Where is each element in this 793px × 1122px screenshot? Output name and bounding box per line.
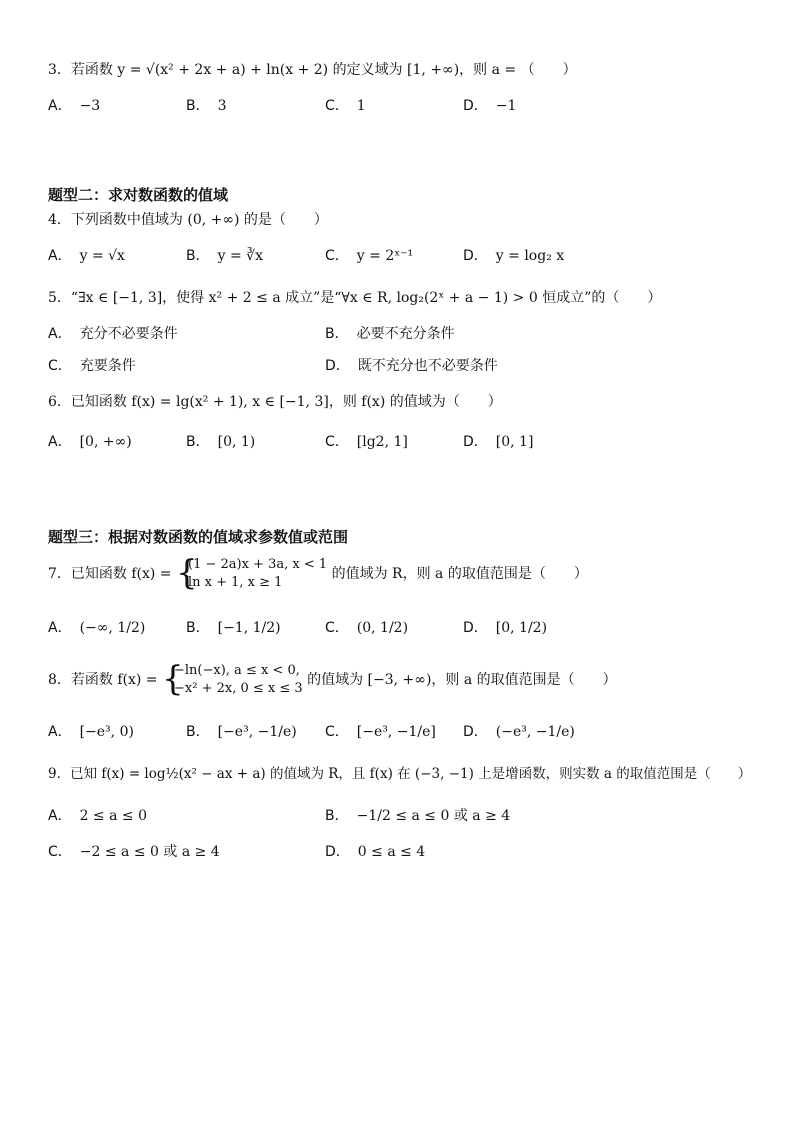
q5-option-c: C． 充要条件: [48, 358, 136, 374]
q8-prefix: 8．若函数 f(x) =: [48, 672, 158, 688]
q9-option-d: D． 0 ≤ a ≤ 4: [325, 844, 426, 860]
q4-option-d: D． y = log₂ x: [463, 248, 565, 264]
q9-option-c: C． −2 ≤ a ≤ 0 或 a ≥ 4: [48, 844, 220, 860]
q7-suffix: 的值域为 R，则 a 的取值范围是（ ）: [331, 566, 588, 582]
q7-prefix: 7．已知函数 f(x) =: [48, 566, 172, 582]
q3-option-a: A． −3: [48, 98, 101, 114]
q7-piecewise: [176, 553, 328, 593]
q6-stem: 6．已知函数 f(x) = lg(x² + 1), x ∈ [−1, 3]，则 f(x) 的值域为（ ）: [48, 394, 502, 410]
q4-option-b: B． y = ∛x: [186, 248, 263, 264]
q5-stem: 5．“∃x ∈ [−1, 3]，使得 x² + 2 ≤ a 成立”是“∀x ∈ R, log₂(2ˣ + a − 1) > 0 恒成立”的（ ）: [48, 290, 662, 306]
q7-option-a: A． (−∞, 1/2): [48, 620, 146, 636]
brace-glyph: {: [162, 659, 184, 699]
q9-option-a: A． 2 ≤ a ≤ 0: [48, 808, 148, 824]
q8-option-b: B． [−e³, −1/e): [186, 724, 297, 740]
q6-option-d: D． [0, 1]: [463, 434, 534, 450]
q6-option-c: C． [lg2, 1]: [325, 434, 408, 450]
q7-case-1: (1 − 2a)x + 3a, x < 1: [188, 557, 328, 572]
q8-case-1: −ln(−x), a ≤ x < 0,: [174, 663, 300, 678]
q7-stem: [48, 553, 588, 593]
q7-option-d: D． [0, 1/2): [463, 620, 548, 636]
q3-option-c: C． 1: [325, 98, 366, 114]
q8-option-c: C． [−e³, −1/e]: [325, 724, 436, 740]
q8-suffix: 的值域为 [−3, +∞)，则 a 的取值范围是（ ）: [307, 672, 617, 688]
q8-piecewise: [162, 659, 303, 699]
q7-case-2: ln x + 1, x ≥ 1: [188, 575, 283, 590]
q6-option-b: B． [0, 1): [186, 434, 256, 450]
section-2-title: 题型二：求对数函数的值域: [48, 186, 229, 204]
brace-glyph: {: [176, 553, 198, 593]
q9-stem: 9．已知 f(x) = log½(x² − ax + a) 的值域为 R，且 f(x) 在 (−3, −1) 上是增函数，则实数 a 的取值范围是（ ）: [48, 766, 752, 782]
q8-case-2: −x² + 2x, 0 ≤ x ≤ 3: [174, 681, 303, 696]
q3-stem: 3．若函数 y = √(x² + 2x + a) + ln(x + 2) 的定义域为 [1, +∞)，则 a = （ ）: [48, 62, 577, 78]
q5-option-a: A． 充分不必要条件: [48, 326, 178, 342]
q7-option-b: B． [−1, 1/2): [186, 620, 281, 636]
q8-stem: [48, 659, 617, 699]
q5-option-b: B． 必要不充分条件: [325, 326, 455, 342]
q8-option-a: A． [−e³, 0): [48, 724, 134, 740]
section-3-title: 题型三：根据对数函数的值域求参数值或范围: [48, 528, 349, 546]
q7-option-c: C． (0, 1/2): [325, 620, 409, 636]
q8-option-d: D． (−e³, −1/e): [463, 724, 575, 740]
q3-option-b: B． 3: [186, 98, 227, 114]
q9-option-b: B． −1/2 ≤ a ≤ 0 或 a ≥ 4: [325, 808, 511, 824]
q4-option-c: C． y = 2ˣ⁻¹: [325, 248, 414, 264]
q4-option-a: A． y = √x: [48, 248, 125, 264]
q3-option-d: D． −1: [463, 98, 517, 114]
q4-stem: 4．下列函数中值域为 (0, +∞) 的是（ ）: [48, 212, 328, 228]
q6-option-a: A． [0, +∞): [48, 434, 132, 450]
q5-option-d: D． 既不充分也不必要条件: [325, 358, 498, 374]
